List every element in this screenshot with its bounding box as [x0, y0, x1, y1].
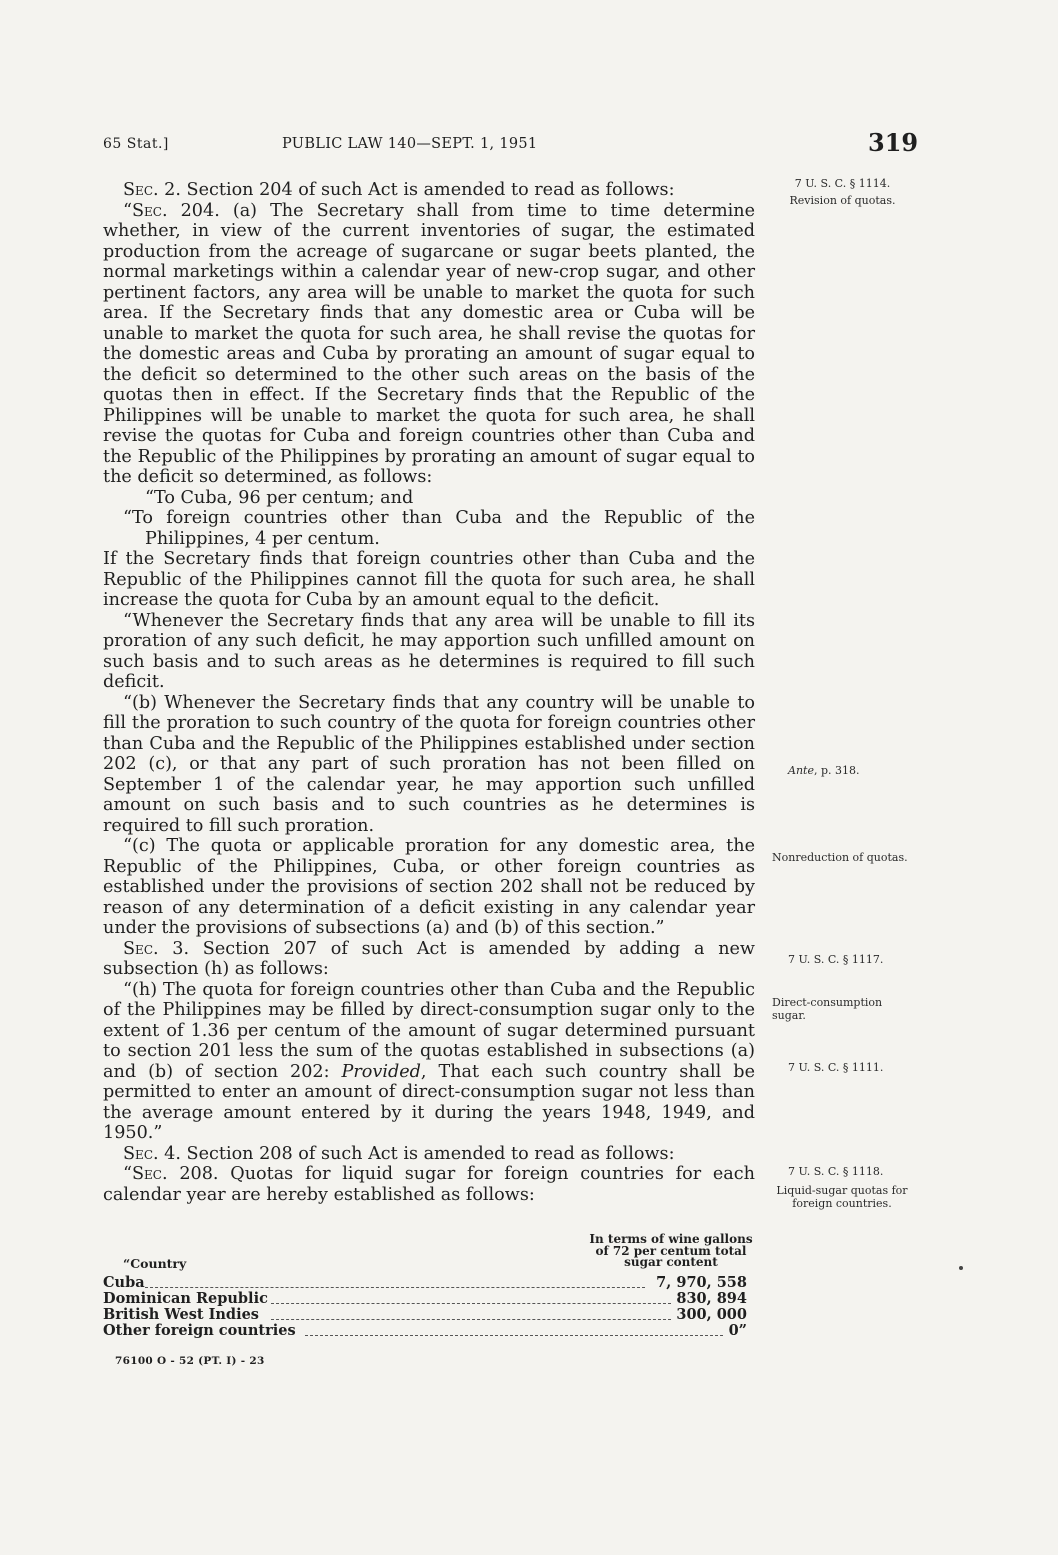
row-country: Dominican Republic — [103, 1290, 268, 1307]
margin-note-direct-consumption: Direct-consumption sugar. — [772, 996, 883, 1022]
leader-dots — [145, 1275, 645, 1288]
paragraph-whenever: “Whenever the Secretary finds that any area will be unable to fill its proration of any such deficit, he may apportion such unfilled amount on such basis and to such areas as he determines is required to fill such deficit. — [103, 610, 755, 692]
row-country: Other foreign countries — [103, 1322, 296, 1339]
margin-note-usc-1118: 7 U. S. C. § 1118. — [788, 1165, 884, 1178]
paragraph-increase-cuba: If the Secretary finds that foreign countries other than Cuba and the Republic of the Philippines cannot fill the quota for such area, he shall increase the quota for Cuba by an amount equal to the deficit. — [103, 549, 755, 610]
statute-body — [103, 180, 755, 1205]
paragraph-sec-2: Sec. 2. Section 204 of such Act is amended to read as follows: — [123, 180, 675, 200]
statute-volume: 65 Stat.] — [103, 136, 169, 152]
table-row — [103, 1291, 755, 1307]
paragraph-sec-204-a: “Sec. 204. (a) The Secretary shall from time to time determine whether, in view of the current inventories of sugar, the estimated production from the acreage of sugarcane or sugar beets planted, the normal marketings within a calendar year of new-crop sugar, and other pertinent factors, any area will be unable to market the quota for such area. If the Secretary finds that any domestic area or Cuba will be unable to market the quota for such area, he shall revise the quotas for the domestic areas and Cuba by prorating an amount of sugar equal to the deficit so determined to the other such areas on the basis of the quotas then in effect. If the Secretary finds that the Republic of the Philippines will be unable to market the quota for such area, he shall revise the quotas for Cuba and foreign countries other than Cuba and the Republic of the Philippines by prorating an amount of sugar equal to the deficit so determined, as follows: — [103, 200, 755, 487]
margin-note-usc-1114: 7 U. S. C. § 1114. — [794, 177, 891, 190]
paragraph-sec-3: Sec. 3. Section 207 of such Act is amended by adding a new subsection (h) as follows: — [103, 938, 755, 979]
row-country: British West Indies — [103, 1306, 259, 1323]
paragraph-sec-207-h: “(h) The quota for foreign countries other than Cuba and the Republic of the Philippines may be filled by direct-consumption sugar only to the extent of 1.36 per centum of the amount of sugar determined pursuant to section 201 less the sum of the quotas established in subsections (a) and (b) of section 202: Provided, That each such country shall be permitted to enter an amount of direct-consumption sugar not less than the average amount entered by it during the years 1948, 1949, and 1950.” — [103, 979, 755, 1143]
column-header-country: “Country — [123, 1256, 187, 1271]
paragraph-sec-208: “Sec. 208. Quotas for liquid sugar for foreign countries for each calendar year are hereby established as follows: — [103, 1164, 755, 1205]
row-value: 300, 000 — [676, 1306, 747, 1323]
row-value: 7, 970, 558 — [656, 1274, 747, 1291]
column-header-value: In terms of wine gallons of 72 per centum total sugar content — [589, 1232, 753, 1269]
paragraph-to-foreign: “To foreign countries other than Cuba and the Republic of the Philippines, 4 per centum. — [123, 508, 755, 549]
page-number: 319 — [868, 128, 919, 157]
table-row — [103, 1275, 755, 1291]
leader-dots — [271, 1291, 671, 1304]
row-value: 0” — [728, 1322, 747, 1339]
print-speck — [959, 1266, 963, 1270]
table-row — [103, 1307, 755, 1323]
leader-dots — [305, 1323, 723, 1336]
paragraph-sec-4: Sec. 4. Section 208 of such Act is amended to read as follows: — [123, 1143, 675, 1164]
page-header — [0, 128, 1058, 158]
margin-note-nonreduction: Nonreduction of quotas. — [772, 851, 908, 864]
row-value: 830, 894 — [676, 1290, 747, 1307]
row-country: Cuba — [103, 1274, 145, 1291]
margin-note-revision-of-quotas: Revision of quotas. — [789, 194, 896, 207]
leader-dots — [271, 1307, 671, 1320]
margin-note-ante: Ante, p. 318. — [788, 764, 860, 777]
paragraph-sec-204-c: “(c) The quota or applicable proration for any domestic area, the Republic of the Philippines, Cuba, or other foreign countries as established under the provisions of section 202 shall not be reduced by reason of any determination of a deficit existing in any calendar year under the provisions of subsections (a) and (b) of this section.” — [103, 836, 755, 938]
margin-note-usc-1111: 7 U. S. C. § 1111. — [788, 1061, 884, 1074]
margin-note-liquid-sugar: Liquid-sugar quotas for foreign countries. — [776, 1184, 908, 1210]
running-title: PUBLIC LAW 140—SEPT. 1, 1951 — [282, 136, 538, 152]
table-row — [103, 1323, 755, 1339]
print-code: 76100 O - 52 (PT. I) - 23 — [115, 1355, 265, 1367]
margin-note-usc-1117: 7 U. S. C. § 1117. — [788, 953, 884, 966]
paragraph-sec-204-b: “(b) Whenever the Secretary finds that any country will be unable to fill the proration to such country of the quota for foreign countries other than Cuba and the Republic of the Philippines established under section 202 (c), or that any part of such proration has not been filled on September 1 of the calendar year, he may apportion such unfilled amount on such basis and to such countries as he determines is required to fill such proration. — [103, 692, 755, 836]
paragraph-to-cuba: “To Cuba, 96 per centum; and — [145, 487, 414, 508]
